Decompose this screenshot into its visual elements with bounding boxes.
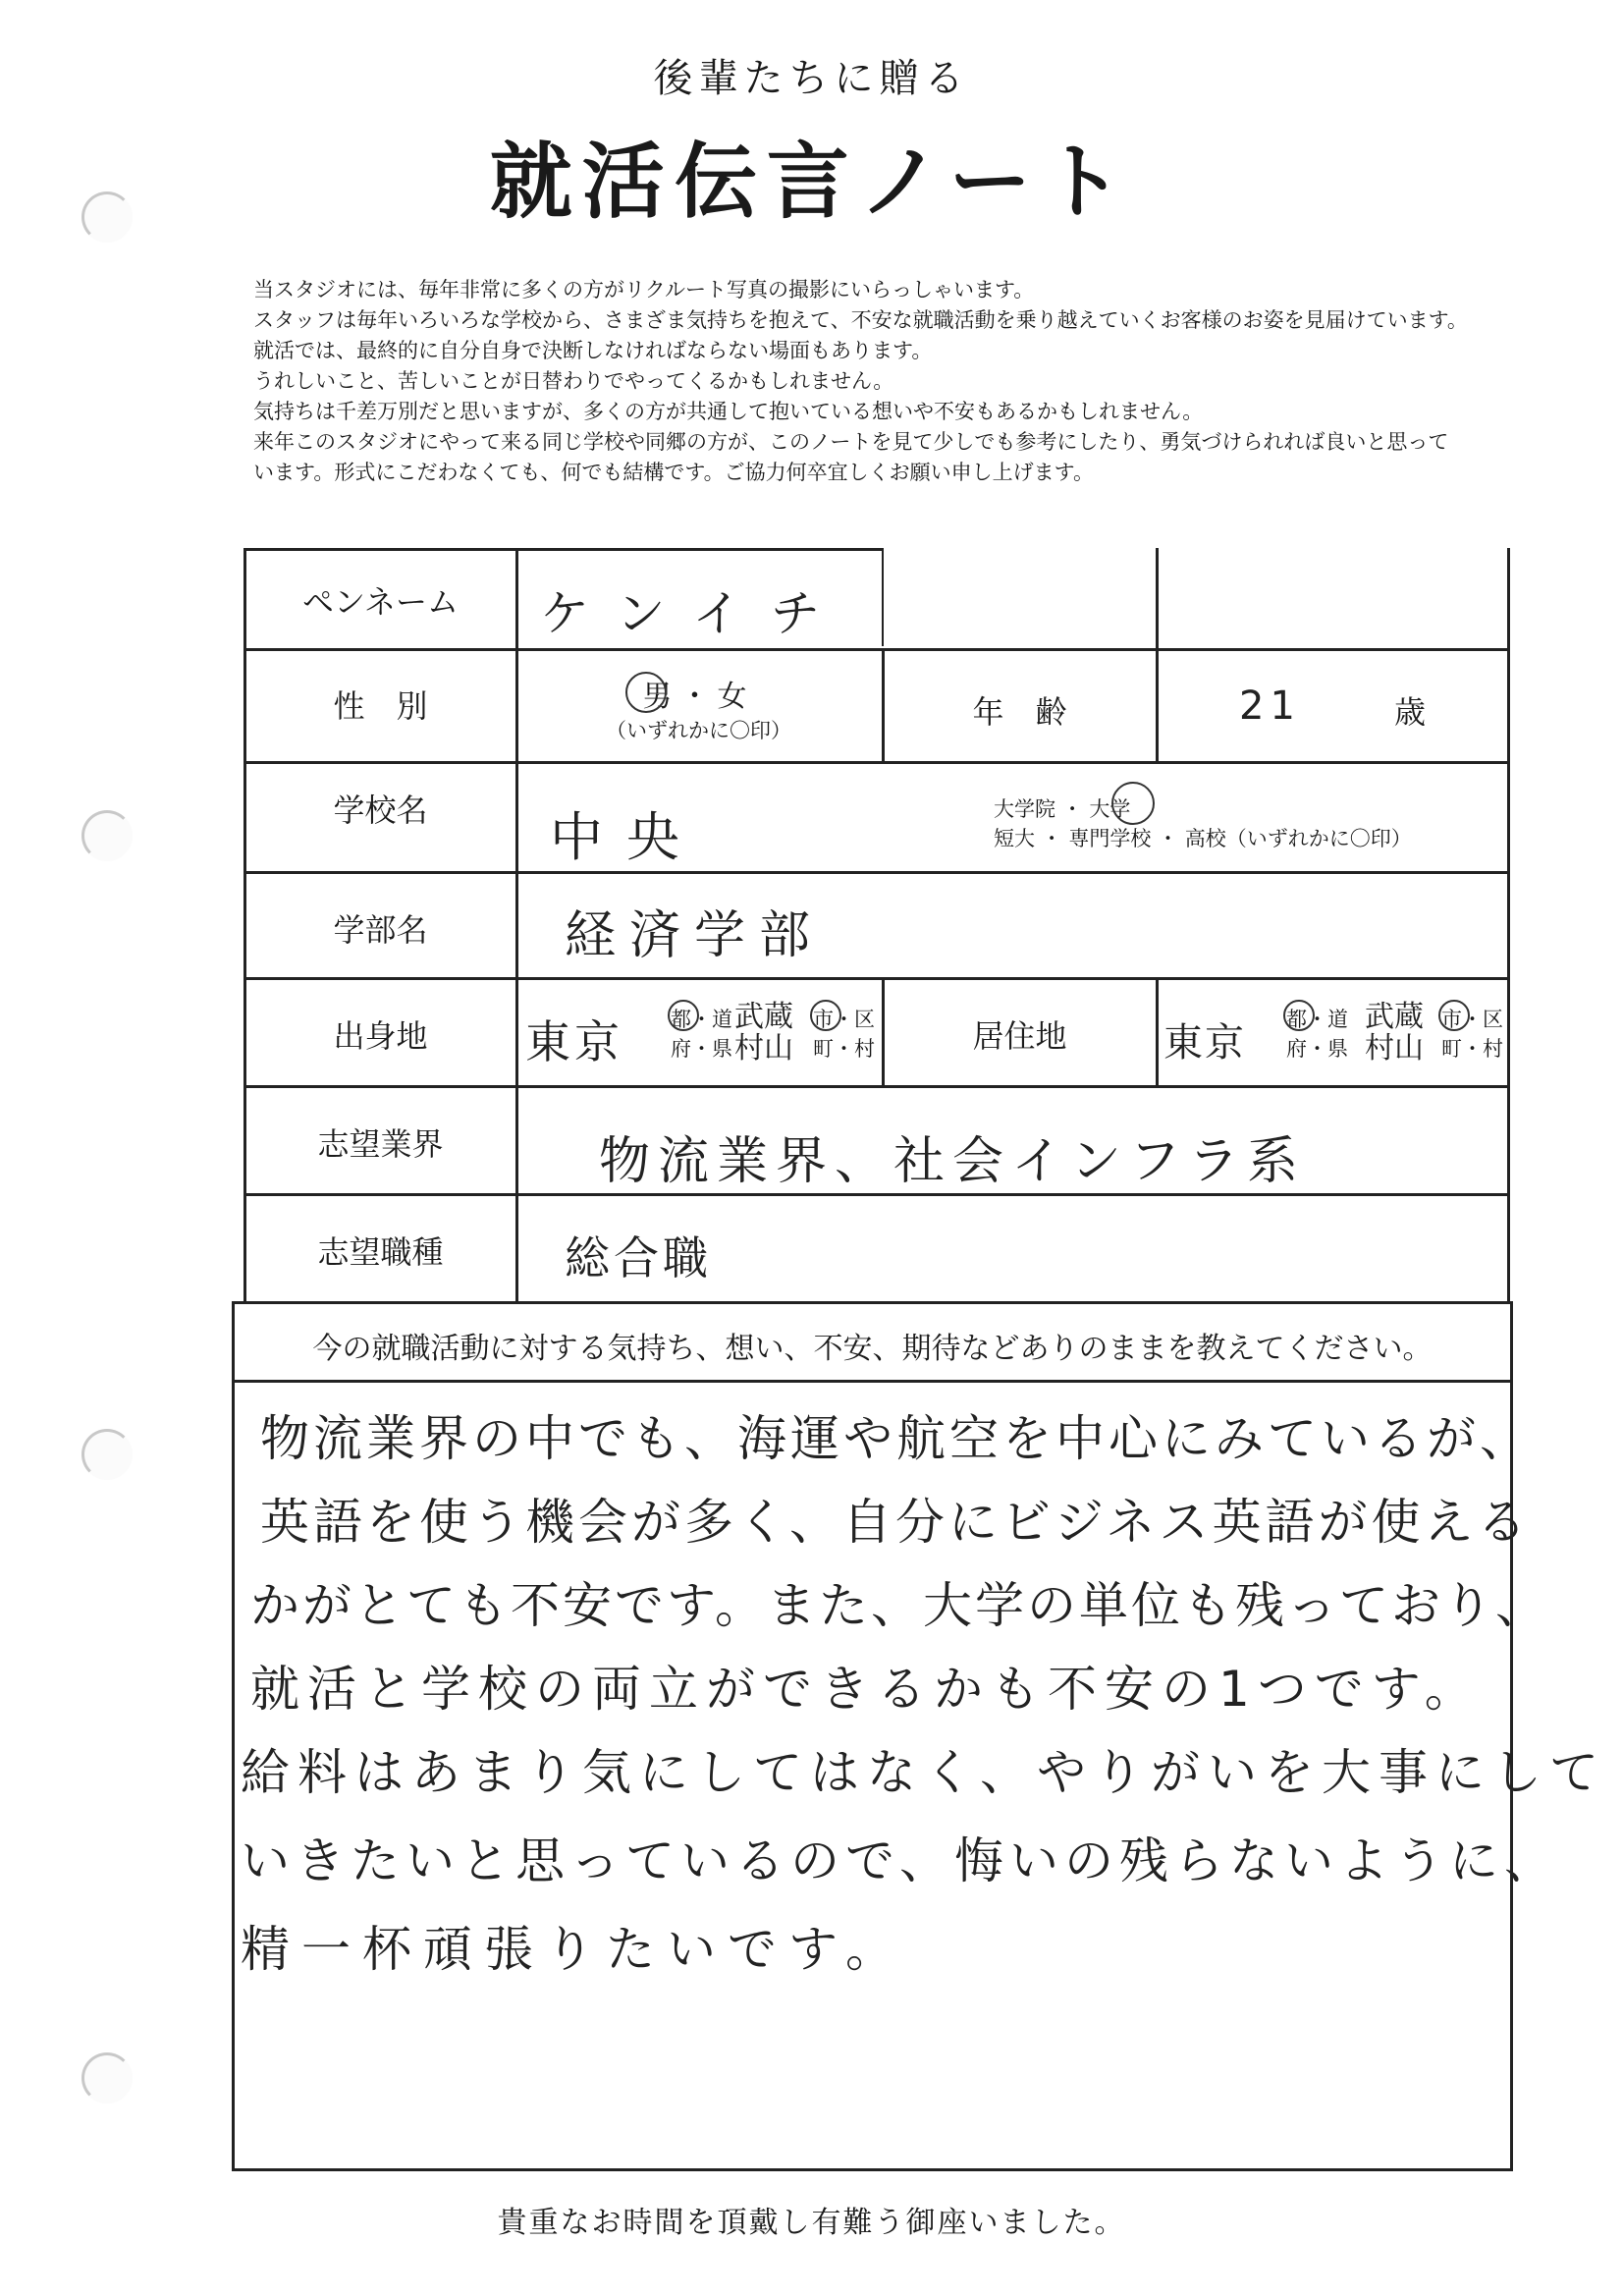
residence-pref: 東京 bbox=[1163, 1020, 1246, 1066]
binder-hole bbox=[81, 2052, 133, 2104]
binder-hole bbox=[81, 810, 133, 861]
job-label: 志望職種 bbox=[317, 1233, 444, 1271]
birthplace-city-circle bbox=[810, 1000, 841, 1031]
residence-label: 居住地 bbox=[972, 1017, 1067, 1055]
residence-city-units-2: 町・村 bbox=[1441, 1037, 1503, 1061]
residence-city-units-1: 市・区 bbox=[1441, 1008, 1503, 1031]
intro-line: 気持ちは千差万別だと思いますが、多くの方が共通して抱いている想いや不安もあるかもしれません。 bbox=[253, 400, 1204, 423]
row-divider bbox=[243, 1193, 1510, 1196]
intro-line: スタッフは毎年いろいろな学校から、さまざま気持ちを抱えて、不安な就職活動を乗り越えていくお客様のお姿を見届けています。 bbox=[253, 308, 1468, 332]
birthplace-city: 武蔵村山 bbox=[734, 1000, 793, 1066]
school-label: 学校名 bbox=[333, 792, 428, 829]
answer-line: 就活と学校の両立ができるかも不安の1つです。 bbox=[250, 1661, 1482, 1718]
answer-line: 英語を使う機会が多く、自分にビジネス英語が使える bbox=[260, 1494, 1531, 1551]
residence-pref-circle bbox=[1283, 1000, 1315, 1031]
footer-thanks: 貴重なお時間を頂戴し有難う御座いました。 bbox=[497, 2206, 1126, 2240]
row-divider bbox=[243, 871, 1510, 874]
table-border bbox=[243, 548, 882, 551]
intro-paragraph bbox=[253, 275, 1589, 488]
answer-line: かがとても不安です。また、大学の単位も残っており、 bbox=[250, 1577, 1547, 1634]
page-title: 就活伝言ノート bbox=[489, 134, 1134, 230]
column-divider bbox=[515, 548, 518, 1304]
question-prompt: 今の就職活動に対する気持ち、想い、不安、期待などありのままを教えてください。 bbox=[312, 1332, 1433, 1366]
table-border bbox=[882, 548, 884, 646]
school-value: 中央 bbox=[550, 806, 703, 868]
faculty-value: 経済学部 bbox=[565, 906, 825, 965]
school-types-line2: 短大 ・ 専門学校 ・ 高校（いずれかに〇印） bbox=[994, 827, 1412, 850]
binder-hole bbox=[81, 1429, 133, 1480]
age-label: 年 齢 bbox=[972, 693, 1067, 731]
intro-line: 就活では、最終的に自分自身で決断しなければならない場面もあります。 bbox=[253, 339, 933, 362]
penname-value: ケンイチ bbox=[540, 585, 849, 642]
column-divider bbox=[1156, 977, 1159, 1085]
row-divider bbox=[243, 1085, 1510, 1088]
birthplace-city-units-2: 町・村 bbox=[813, 1037, 875, 1061]
intro-line: 来年このスタジオにやって来る同じ学校や同郷の方が、このノートを見て少しでも参考にしたり、勇気づけられれば良いと思って bbox=[253, 430, 1449, 454]
residence-city: 武蔵村山 bbox=[1365, 1000, 1424, 1066]
gender-label: 性 別 bbox=[333, 687, 428, 725]
faculty-label: 学部名 bbox=[333, 911, 428, 949]
residence-city-circle bbox=[1438, 1000, 1470, 1031]
page-subtitle: 後輩たちに贈る bbox=[653, 56, 970, 101]
row-divider bbox=[232, 1380, 1510, 1383]
gender-selected-circle bbox=[625, 672, 667, 713]
answer-line: 精一杯頑張りたいです。 bbox=[241, 1921, 906, 1978]
residence-pref-units-2: 府・県 bbox=[1286, 1037, 1348, 1061]
birthplace-pref-units-1: 都・道 bbox=[671, 1008, 732, 1031]
residence-pref-units-1: 都・道 bbox=[1286, 1008, 1348, 1031]
gender-options: 男・女 bbox=[642, 680, 755, 714]
age-unit: 歳 bbox=[1394, 693, 1427, 731]
gender-note: （いずれかに〇印） bbox=[606, 719, 791, 742]
school-selected-circle bbox=[1111, 782, 1155, 825]
row-divider bbox=[243, 761, 1510, 764]
birthplace-pref-units-2: 府・県 bbox=[671, 1037, 732, 1061]
intro-line: 当スタジオには、毎年非常に多くの方がリクルート写真の撮影にいらっしゃいます。 bbox=[253, 278, 1035, 301]
birthplace-city-units-1: 市・区 bbox=[813, 1008, 875, 1031]
birthplace-label: 出身地 bbox=[333, 1017, 428, 1055]
birthplace-pref: 東京 bbox=[525, 1015, 623, 1068]
industry-label: 志望業界 bbox=[317, 1125, 444, 1163]
answer-line: いきたいと思っているので、悔いの残らないように、 bbox=[241, 1832, 1559, 1889]
column-divider bbox=[1156, 548, 1159, 761]
age-value: 21 bbox=[1239, 683, 1301, 729]
penname-label: ペンネーム bbox=[301, 583, 460, 621]
birthplace-pref-circle bbox=[668, 1000, 699, 1031]
job-value: 総合職 bbox=[565, 1231, 712, 1285]
answer-line: 物流業界の中でも、海運や航空を中心にみているが、 bbox=[260, 1410, 1533, 1467]
row-divider bbox=[243, 977, 1510, 980]
intro-line: います。形式にこだわなくても、何でも結構です。ご協力何卒宜しくお願い申し上げます。 bbox=[253, 461, 1094, 484]
school-types-line1: 大学院 ・ 大学 bbox=[994, 797, 1131, 821]
answer-line: 給料はあまり気にしてはなく、やりがいを大事にして bbox=[241, 1744, 1606, 1801]
table-border bbox=[1507, 548, 1510, 1304]
row-divider bbox=[243, 648, 1510, 651]
industry-value: 物流業界、社会インフラ系 bbox=[599, 1132, 1307, 1191]
intro-line: うれしいこと、苦しいことが日替わりでやってくるかもしれません。 bbox=[253, 369, 894, 393]
